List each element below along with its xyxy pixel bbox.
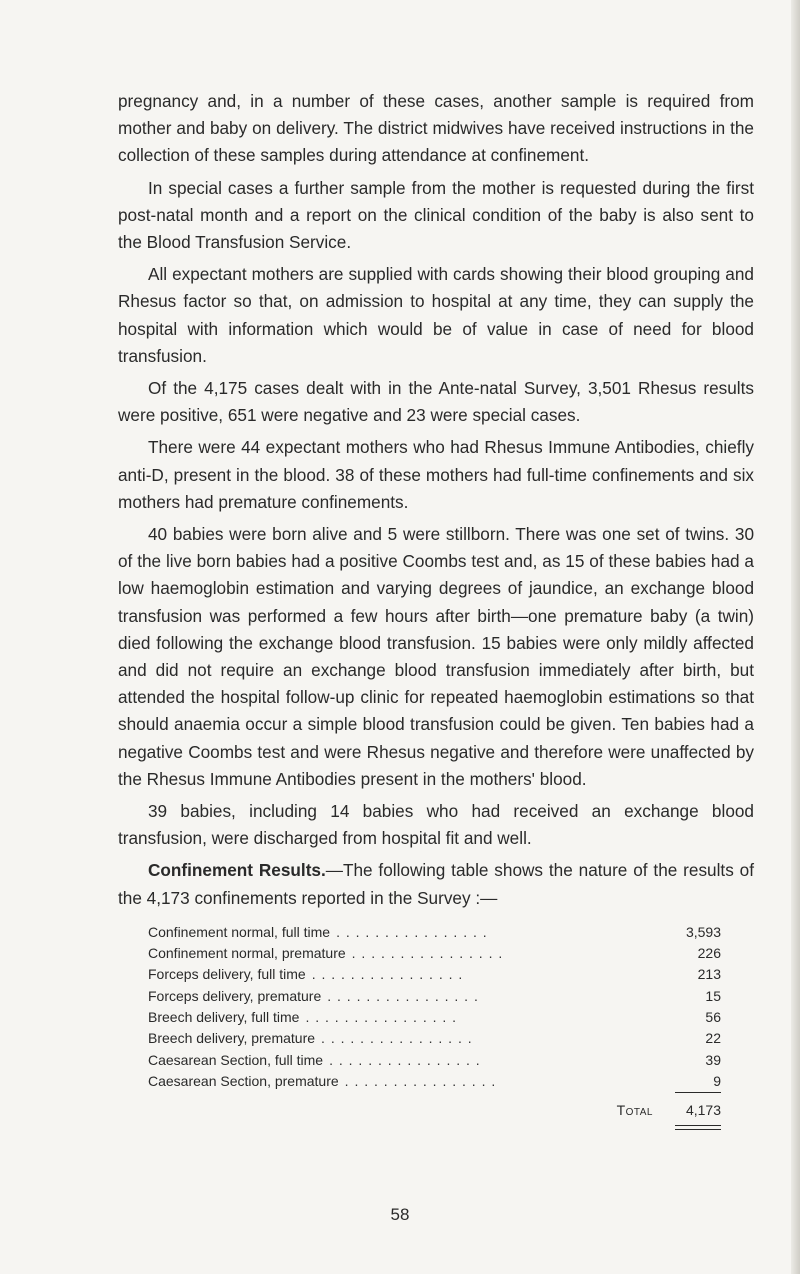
row-value: 56 — [705, 1009, 721, 1026]
row-label: Forceps delivery, full time — [148, 966, 306, 983]
confinement-results-paragraph — [118, 857, 754, 911]
confinement-results-intro: —The following table shows the nature of the results of the 4,173 confinements reported in the Survey :— — [118, 860, 754, 908]
table-row — [148, 1071, 721, 1092]
table-row — [148, 1007, 721, 1028]
row-label: Confinement normal, premature — [148, 945, 346, 962]
document-page — [118, 88, 754, 1130]
row-value: 213 — [697, 966, 721, 983]
confinement-results-table — [148, 922, 721, 1130]
table-row — [148, 922, 721, 943]
table-row — [148, 986, 721, 1007]
paragraph-1: pregnancy and, in a number of these cases, another sample is required from mother and baby on delivery. The district midwives have received instructions in the collection of these samples during attendance at confinement. — [118, 91, 754, 166]
row-value: 3,593 — [685, 923, 721, 940]
leader-dots: . . . . . . . . . . . . . . . . — [311, 966, 464, 983]
page-number: 58 — [390, 1205, 410, 1224]
row-label: Breech delivery, premature — [148, 1030, 316, 1047]
sum-rule — [675, 1092, 721, 1093]
leader-dots: . . . . . . . . . . . . . . . . — [321, 1030, 473, 1047]
table-row — [148, 943, 721, 964]
leader-dots: . . . . . . . . . . . . . . . . — [305, 1009, 458, 1026]
paragraph-5: There were 44 expectant mothers who had Rhesus Immune Antibodies, chiefly anti-D, present in the blood. 38 of these mothers had full-time confinements and six mothers had premature confinements. — [118, 437, 754, 512]
table-row — [148, 1028, 721, 1049]
row-label: Forceps delivery, premature — [148, 987, 322, 1004]
row-value: 22 — [705, 1030, 721, 1047]
row-value: 226 — [697, 945, 721, 962]
paragraph-4: Of the 4,175 cases dealt with in the Ante-natal Survey, 3,501 Rhesus results were positive, 651 were negative and 23 were special cases. — [118, 378, 754, 426]
leader-dots: . . . . . . . . . . . . . . . . — [336, 923, 488, 940]
row-label: Caesarean Section, premature — [148, 1072, 339, 1089]
table-row — [148, 1050, 721, 1071]
paragraph-2: In special cases a further sample from the mother is requested during the first post-natal month and a report on the clinical condition of the baby is also sent to the Blood Transfusion Service. — [118, 177, 754, 253]
page-edge-shadow — [791, 0, 800, 1274]
total-row — [148, 1100, 721, 1121]
paragraph-6: 40 babies were born alive and 5 were stillborn. There was one set of twins. 30 of the live born babies had a positive Coombs test and, as 15 of these babies had a low haemoglobin estimation and varying degrees of jaundice, an exchange blood transfusion was performed a few hours after birth—one premature baby (a twin) died following the exchange blood transfusion. 15 babies were only mildly affected and did not require an exchange blood transfusion immediately after birth, but attended the hospital follow-up clinic for repeated haemoglobin estimations so that should anaemia occur a simple blood transfusion could be given. Ten babies had a negative Coombs test and were Rhesus negative and therefore were unaffected by the Rhesus Immune Antibodies present in the mothers' blood. — [118, 524, 754, 789]
confinement-results-heading: Confinement Results. — [148, 860, 326, 881]
row-label: Caesarean Section, full time — [148, 1051, 324, 1068]
leader-dots: . . . . . . . . . . . . . . . . — [344, 1072, 497, 1089]
double-underline — [675, 1125, 721, 1130]
total-value: 4,173 — [685, 1102, 721, 1119]
leader-dots: . . . . . . . . . . . . . . . . — [351, 945, 504, 962]
table-row — [148, 964, 721, 985]
row-label: Confinement normal, full time — [148, 923, 331, 940]
paragraph-3: All expectant mothers are supplied with cards showing their blood grouping and Rhesus factor so that, on admission to hospital at any time, they can supply the hospital with information which would be of value in case of need for blood transfusion. — [118, 264, 754, 366]
total-label: Total — [616, 1102, 653, 1119]
leader-dots: . . . . . . . . . . . . . . . . — [329, 1051, 481, 1068]
row-label: Breech delivery, full time — [148, 1009, 300, 1026]
leader-dots: . . . . . . . . . . . . . . . . — [327, 987, 479, 1004]
row-value: 39 — [705, 1051, 721, 1068]
row-value: 9 — [713, 1072, 721, 1089]
paragraph-7: 39 babies, including 14 babies who had received an exchange blood transfusion, were discharged from hospital fit and well. — [118, 801, 754, 849]
row-value: 15 — [705, 987, 721, 1004]
